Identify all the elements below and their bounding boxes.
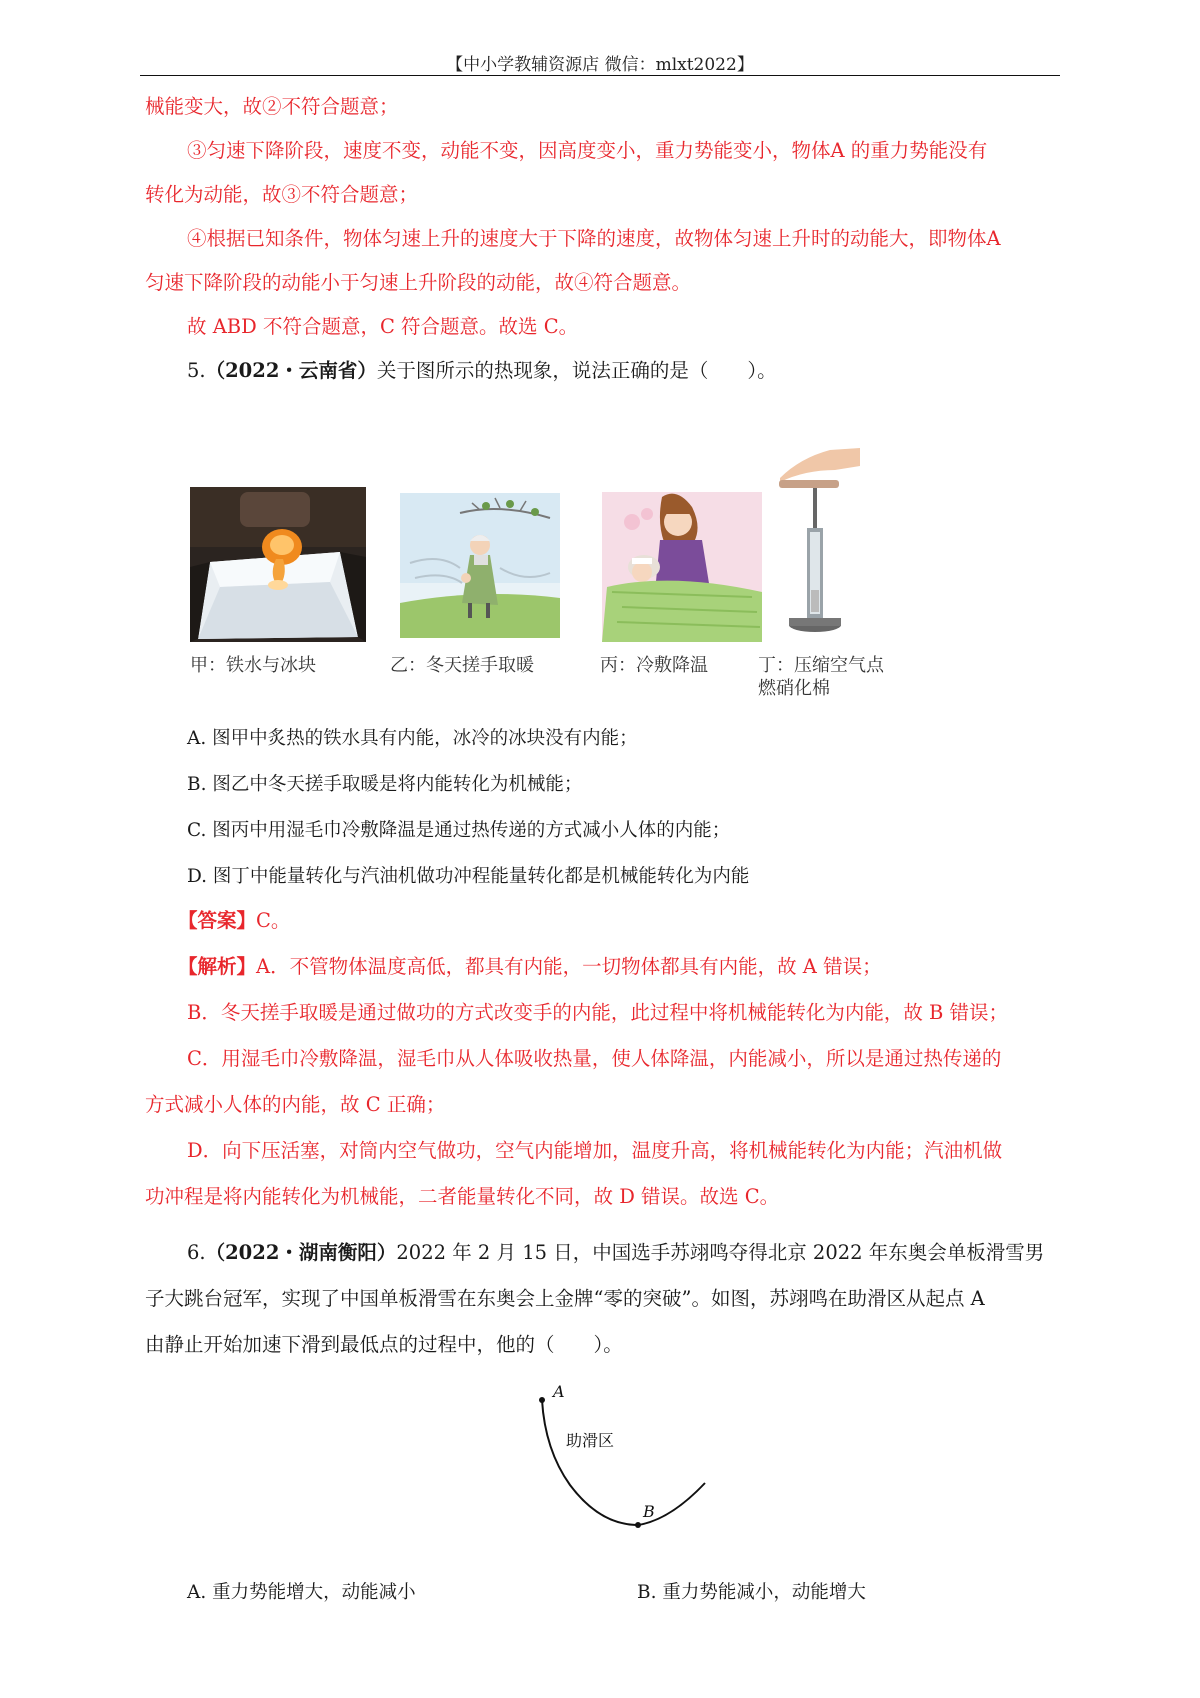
analysis-a-text: A．不管物体温度高低，都具有内能，一切物体都具有内能，故 A 错误； [256, 955, 882, 978]
q5-option-b: B. 图乙中冬天搓手取暖是将内能转化为机械能； [187, 774, 583, 795]
slope-curve [542, 1400, 705, 1525]
q5-analysis-c1: C．用湿毛巾冷敷降温，湿毛巾从人体吸收热量，使人体降温，内能减小，所以是通过热传递的 [187, 1047, 1002, 1070]
q5-stem-text: 关于图所示的热现象，说法正确的是（ ）。 [376, 359, 777, 382]
q5-analysis-d2: 功冲程是将内能转化为机械能，二者能量转化不同，故 D 错误。故选 C。 [145, 1185, 780, 1208]
q5-answer [178, 908, 290, 934]
q5-analysis-c2: 方式减小人体的内能，故 C 正确； [145, 1093, 446, 1116]
label-region: 助滑区 [566, 1431, 615, 1450]
point-b [635, 1522, 641, 1528]
q5-number: 5. [187, 359, 206, 382]
solution-line-4: ④根据已知条件，物体匀速上升的速度大于下降的速度，故物体匀速上升时的动能大，即物体A [187, 227, 1001, 250]
q5-option-c: C. 图丙中用湿毛巾冷敷降温是通过热传递的方式减小人体的内能； [187, 820, 731, 841]
q6-stem-2: 子大跳台冠军，实现了中国单板滑雪在东奥会上金牌“零的突破”。如图，苏翊鸣在助滑区从起点 A [145, 1287, 985, 1310]
q5-source: （2022・云南省） [205, 359, 377, 382]
q5-analysis-d1: D．向下压活塞，对筒内空气做功，空气内能增加，温度升高，将机械能转化为内能；汽油机做 [187, 1139, 1003, 1162]
answer-label: 【答案】 [178, 909, 257, 932]
page-header: 【中小学教辅资源店 微信：mlxt2022】 [446, 55, 754, 75]
solution-line-2: ③匀速下降阶段，速度不变，动能不变，因高度变小，重力势能变小，物体A 的重力势能没有 [187, 139, 988, 162]
caption-ding-2: 燃硝化棉 [758, 678, 830, 699]
header-rule [140, 75, 1060, 76]
q6-stem-3: 由静止开始加速下滑到最低点的过程中，他的（ ）。 [145, 1333, 623, 1356]
solution-line-5: 匀速下降阶段的动能小于匀速上升阶段的动能，故④符合题意。 [145, 271, 692, 294]
q6-option-a: A. 重力势能增大，动能减小 [187, 1582, 416, 1603]
ski-slope-figure [520, 1380, 720, 1540]
solution-line-6: 故 ABD 不符合题意，C 符合题意。故选 C。 [187, 315, 579, 338]
label-b: B [643, 1502, 655, 1521]
answer-value: C。 [256, 909, 291, 932]
point-a [539, 1397, 545, 1403]
label-a: A [553, 1382, 565, 1401]
q6-stem-text-1: 2022 年 2 月 15 日，中国选手苏翊鸣夺得北京 2022 年东奥会单板滑雪男 [396, 1241, 1045, 1264]
q5-option-d: D. 图丁中能量转化与汽油机做功冲程能量转化都是机械能转化为内能 [187, 866, 750, 887]
q5-option-a: A. 图甲中炙热的铁水具有内能，冰冷的冰块没有内能； [187, 728, 638, 749]
q6-option-b: B. 重力势能减小，动能增大 [637, 1582, 866, 1603]
q6-number: 6. [187, 1241, 206, 1264]
caption-bing: 丙：冷敷降温 [600, 655, 708, 676]
figure-jia-iron-ice [190, 487, 366, 642]
figure-ding-air-compression [775, 440, 865, 640]
q5-analysis-b: B．冬天搓手取暖是通过做功的方式改变手的内能，此过程中将机械能转化为内能，故 B 错误； [187, 1001, 1009, 1024]
caption-ding-1: 丁：压缩空气点 [758, 655, 884, 676]
q5-analysis-a [178, 954, 882, 980]
figure-bing-cold-compress [602, 492, 762, 642]
solution-line-1: 械能变大，故②不符合题意； [145, 95, 399, 118]
caption-yi: 乙：冬天搓手取暖 [390, 655, 534, 676]
q5-stem [187, 358, 777, 384]
solution-line-3: 转化为动能，故③不符合题意； [145, 183, 419, 206]
caption-jia: 甲：铁水与冰块 [190, 655, 316, 676]
q6-source: （2022・湖南衡阳） [205, 1241, 397, 1264]
figure-yi-rub-hands [400, 493, 560, 638]
q6-stem-1 [187, 1240, 1044, 1266]
analysis-label: 【解析】 [178, 955, 257, 978]
